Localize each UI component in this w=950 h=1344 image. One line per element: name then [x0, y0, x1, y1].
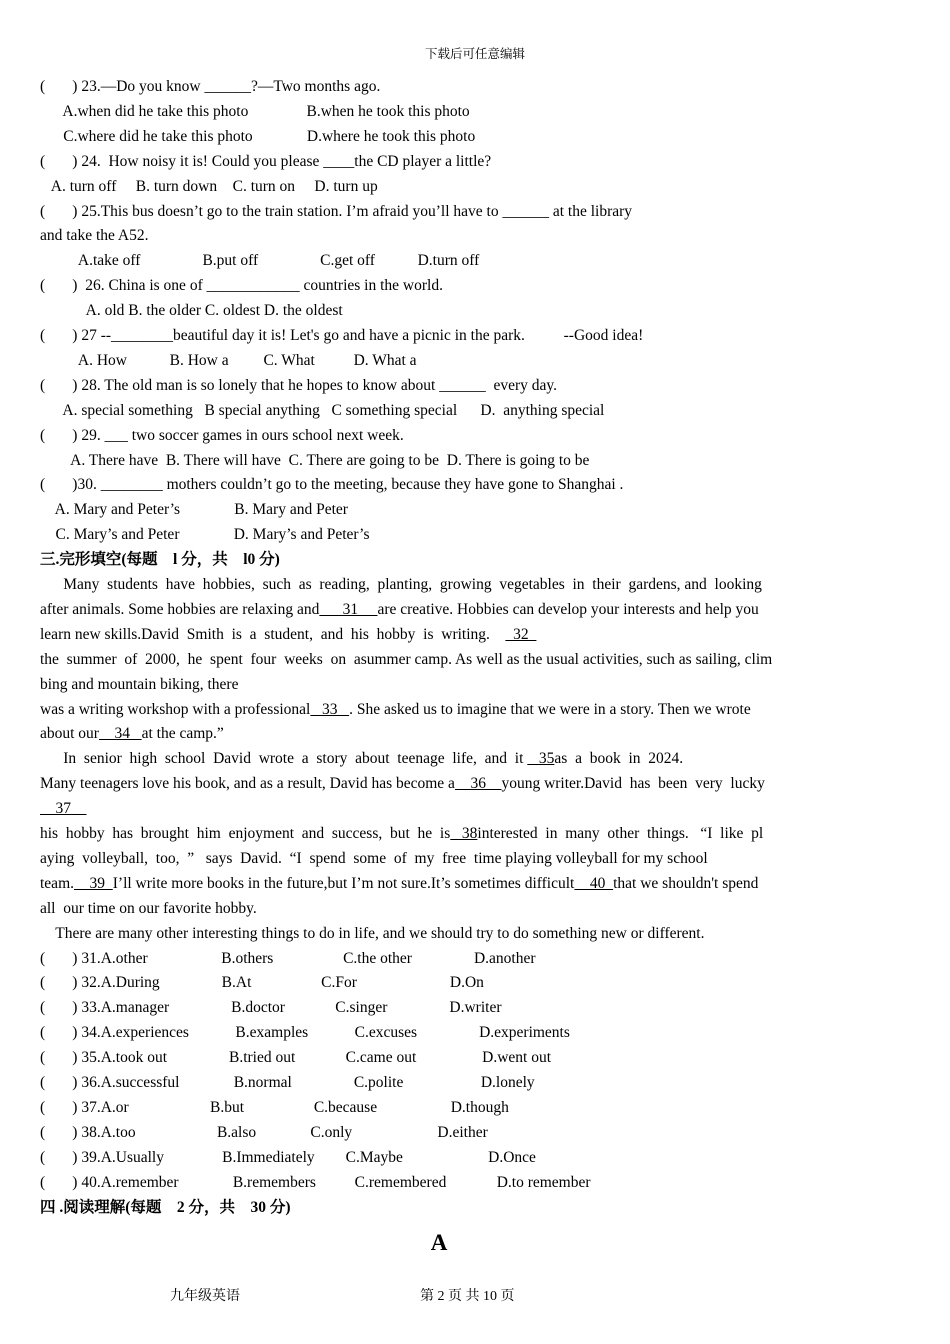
text-line: ( ) 34.A.experiences B.examples C.excuses D.experiments — [40, 1024, 570, 1042]
text-line — [40, 725, 224, 743]
text-segment: . She asked us to imagine that we were in a story. Then we wrote — [349, 700, 751, 718]
text-line: ( ) 39.A.Usually B.Immediately C.Maybe D.Once — [40, 1148, 536, 1166]
text-line: bing and mountain biking, there — [40, 675, 239, 693]
text-segment: was a writing workshop with a professional — [40, 700, 311, 718]
text-line: ( ) 29. ___ two soccer games in ours school next week. — [40, 426, 404, 444]
text-line: A.when did he take this photo B.when he took this photo — [40, 102, 470, 120]
text-line: ( ) 38.A.too B.also C.only D.either — [40, 1123, 488, 1141]
text-line: all our time on our favorite hobby. — [40, 899, 257, 917]
text-line: 四 .阅读理解(每题 2 分，共 30 分) — [40, 1198, 291, 1216]
text-line: ( ) 23.—Do you know ______?—Two months ago. — [40, 78, 381, 95]
text-line: C. Mary’s and Peter D. Mary’s and Peter’s — [40, 526, 370, 544]
blank-number: 39 — [74, 874, 113, 892]
text-line: A.take off B.put off C.get off D.turn off — [40, 252, 480, 270]
blank-number: 37 — [40, 800, 87, 818]
text-line — [40, 800, 87, 818]
text-line: C.where did he take this photo D.where he took this photo — [40, 127, 476, 145]
text-line — [40, 750, 683, 768]
text-line: ( ) 28. The old man is so lonely that he hopes to know about ______ every day. — [40, 376, 558, 394]
text-line: ( ) 35.A.took out B.tried out C.came out D.went out — [40, 1049, 552, 1067]
text-line: ( ) 25.This bus doesn’t go to the train station. I’m afraid you’ll have to ______ at the library — [40, 202, 633, 220]
text-line: A. old B. the older C. oldest D. the oldest — [40, 302, 343, 320]
text-segment: after animals. Some hobbies are relaxing and — [40, 600, 320, 618]
text-segment: that we shouldn't spend — [613, 874, 759, 892]
text-line: A. There have B. There will have C. There are going to be D. There is going to be — [40, 451, 590, 469]
text-line — [40, 626, 536, 644]
text-segment: about our — [40, 725, 99, 743]
text-line: ( ) 26. China is one of ____________ countries in the world. — [40, 277, 443, 295]
text-segment: learn new skills.David Smith is a student, and his hobby is writing. — [40, 625, 506, 643]
text-line: ( ) 24. How noisy it is! Could you please ____the CD player a little? — [40, 152, 492, 170]
blank-number: 36 — [454, 775, 502, 793]
text-line: A. Mary and Peter’s B. Mary and Peter — [40, 501, 348, 519]
text-line — [40, 875, 758, 893]
text-segment: interested in many other things. “I like pl — [477, 825, 764, 842]
text-segment: In senior high school David wrote a story about teenage life, and it — [40, 750, 528, 768]
text-segment: his hobby has brought him enjoyment and success, but he is — [40, 825, 451, 842]
text-segment: as a book in 2024. — [554, 750, 684, 768]
blank-number: 34 — [98, 725, 142, 743]
text-line: ( ) 37.A.or B.but C.because D.though — [40, 1098, 509, 1116]
text-line: aying volleyball, too, ” says David. “I spend some of my free time playing volleyball for my school — [40, 849, 708, 867]
text-line: A. turn off B. turn down C. turn on D. turn up — [40, 177, 378, 195]
text-line — [40, 701, 751, 719]
footer-subject: 九年级英语 — [170, 1289, 240, 1304]
text-line: A. How B. How a C. What D. What a — [40, 351, 417, 369]
blank-number: 32 — [505, 625, 537, 643]
text-line: ( ) 31.A.other B.others C.the other D.another — [40, 949, 536, 967]
text-line: ( ) 33.A.manager B.doctor C.singer D.writer — [40, 999, 502, 1017]
text-segment: Many teenagers love his book, and as a result, David has become a — [40, 775, 455, 793]
section-label: A — [430, 1230, 448, 1255]
text-line: There are many other interesting things to do in life, and we should try to do something new or different. — [40, 924, 705, 942]
text-line — [40, 601, 759, 619]
text-segment: at the camp.” — [141, 725, 224, 743]
text-line: 三.完形填空(每题 l 分，共 l0 分) — [40, 551, 280, 569]
footer-page-number: 第 2 页 共 10 页 — [420, 1289, 515, 1304]
blank-number: 33 — [310, 700, 350, 718]
text-line — [40, 825, 763, 843]
text-segment: are creative. Hobbies can develop your interests and help you — [377, 600, 759, 618]
text-line: and take the A52. — [40, 227, 149, 245]
text-segment: team. — [40, 874, 74, 892]
text-line: ( ) 32.A.During B.At C.For D.On — [40, 974, 484, 992]
text-line: ( )30. ________ mothers couldn’t go to the meeting, because they have gone to Shanghai . — [40, 476, 624, 494]
blank-number: 31 — [319, 600, 378, 618]
blank-number: 38 — [450, 825, 478, 842]
text-line: ( ) 36.A.successful B.normal C.polite D.lonely — [40, 1074, 535, 1091]
blank-number: 40 — [574, 874, 614, 892]
text-line: Many students have hobbies, such as reading, planting, growing vegetables in their gardens, and looking — [40, 576, 762, 593]
text-line: the summer of 2000, he spent four weeks on asummer camp. As well as the usual activities, such as sailing, clim — [40, 650, 773, 668]
blank-number: 35 — [527, 750, 555, 768]
text-line: A. special something B special anything C something special D. anything special — [40, 401, 605, 419]
page-header: 下载后可任意编辑 — [424, 47, 525, 61]
text-line — [40, 775, 765, 793]
text-line: ( ) 40.A.remember B.remembers C.remembered D.to remember — [40, 1173, 591, 1191]
text-segment: young writer.David has been very lucky — [501, 775, 765, 793]
text-line: ( ) 27 --________beautiful day it is! Let's go and have a picnic in the park. --Good idea! — [40, 327, 644, 344]
text-segment: I’ll write more books in the future,but I’m not sure.It’s sometimes difficult — [112, 874, 575, 892]
